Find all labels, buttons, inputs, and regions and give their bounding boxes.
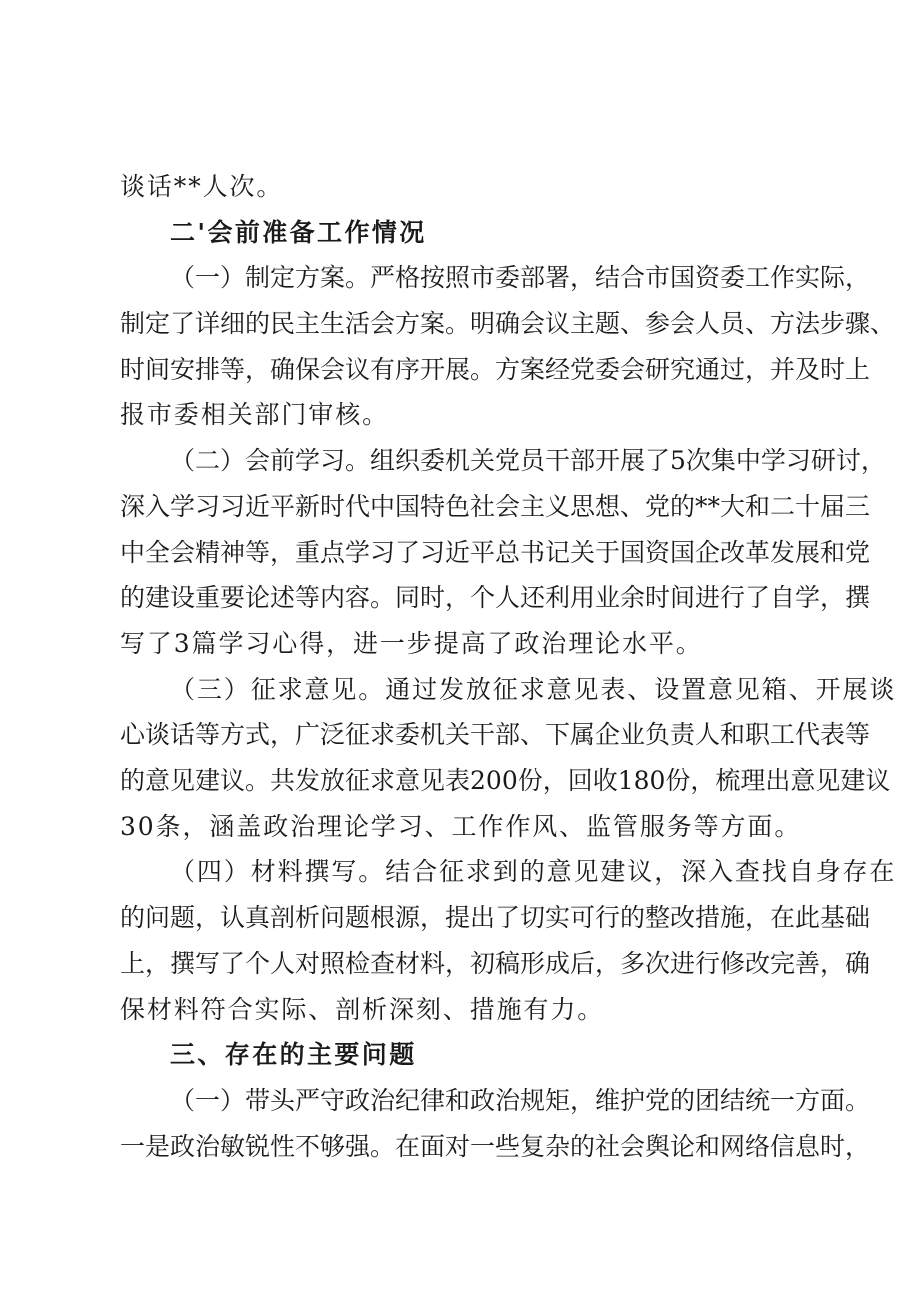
text-line: （二）会前学习。组织委机关党员干部开展了5次集中学习研讨， <box>170 446 886 475</box>
text-line: 制定了详细的民主生活会方案。明确会议主题、参会人员、方法步骤、 <box>120 309 896 338</box>
text-line: （一）制定方案。严格按照市委部署，结合市国资委工作实际， <box>170 263 871 292</box>
text-line: （四）材料撰写。结合征求到的意见建议，深入查找自身存在 <box>170 857 897 886</box>
section-heading: 三、存在的主要问题 <box>170 1040 417 1069</box>
text-line: 中全会精神等，重点学习了习近平总书记关于国资国企改革发展和党 <box>120 538 871 567</box>
text-line: 报市委相关部门审核。 <box>120 400 390 429</box>
text-line: （三）征求意见。通过发放征求意见表、设置意见箱、开展谈 <box>170 675 897 704</box>
text-line: 一是政治敏锐性不够强。在面对一些复杂的社会舆论和网络信息时， <box>120 1132 871 1161</box>
text-line: （一）带头严守政治纪律和政治规矩，维护党的团结统一方面。 <box>170 1086 871 1115</box>
section-heading: 二'会前准备工作情况 <box>170 218 427 247</box>
text-line: 保材料符合实际、剖析深刻、措施有力。 <box>120 995 605 1024</box>
text-line: 深入学习习近平新时代中国特色社会主义思想、党的**大和二十届三 <box>120 492 871 521</box>
text-line: 时间安排等，确保会议有序开展。方案经党委会研究通过，并及时上 <box>120 355 871 384</box>
text-line: 写了3篇学习心得，进一步提高了政治理论水平。 <box>120 629 703 658</box>
text-line: 心谈话等方式，广泛征求委机关干部、下属企业负责人和职工代表等 <box>120 720 871 749</box>
text-line: 上，撰写了个人对照检查材料，初稿形成后，多次进行修改完善，确 <box>120 949 871 978</box>
text-line: 的意见建议。共发放征求意见表200份，回收180份，梳理出意见建议 <box>120 766 891 795</box>
text-line: 30条，涵盖政治理论学习、工作作风、监管服务等方面。 <box>120 812 802 841</box>
text-line: 谈话**人次。 <box>120 172 284 201</box>
text-line: 的问题，认真剖析问题根源，提出了切实可行的整改措施，在此基础 <box>120 903 871 932</box>
text-line: 的建设重要论述等内容。同时，个人还利用业余时间进行了自学，撰 <box>120 583 871 612</box>
